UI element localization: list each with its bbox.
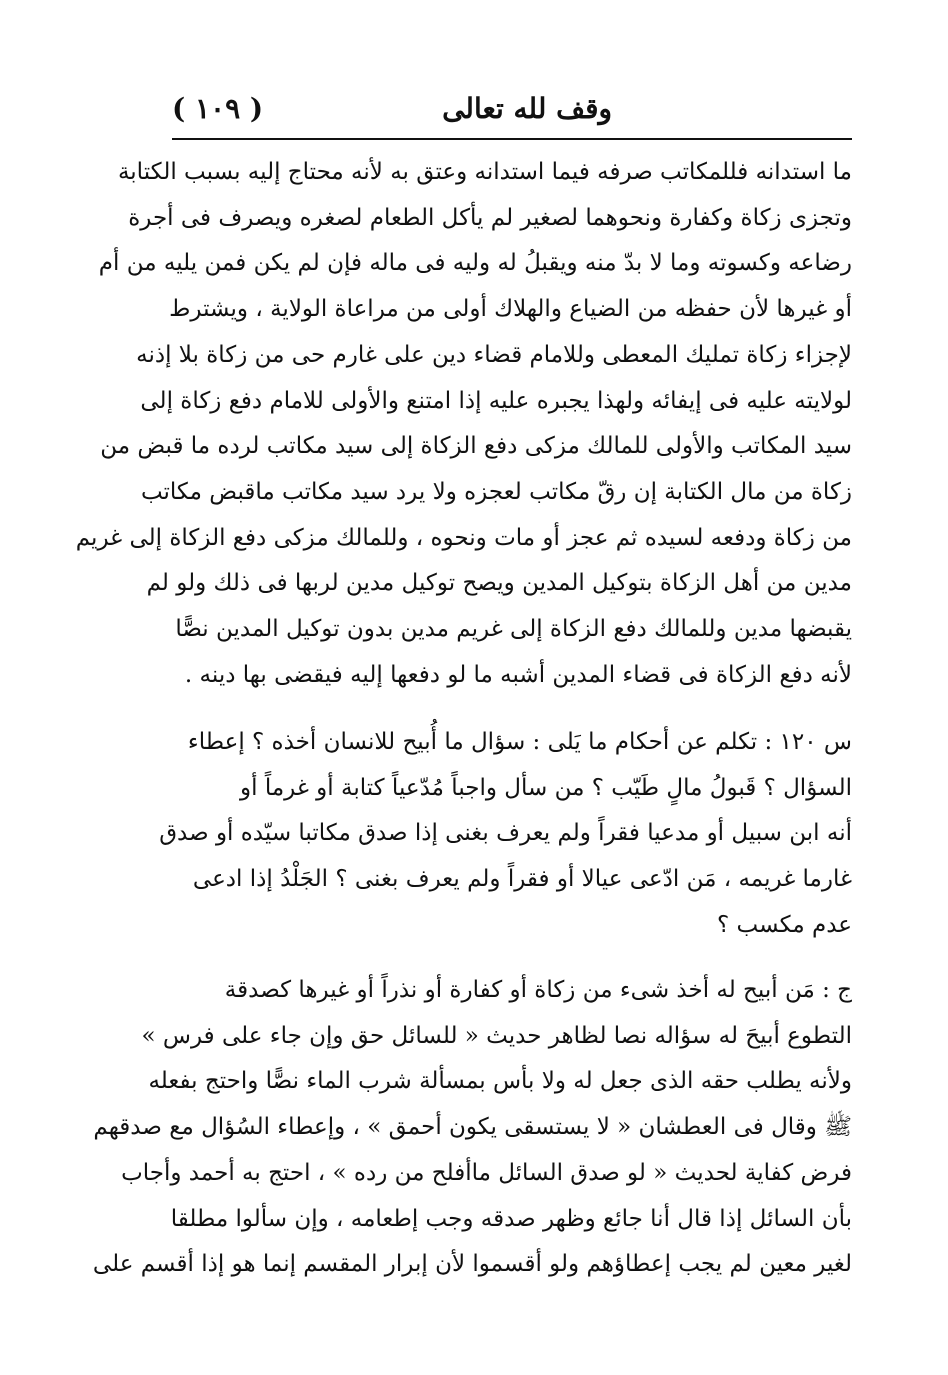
text-line: بأن السائل إذا قال أنا جائع وظهر صدقه وجب إطعامه ، وإن سألوا مطلقا bbox=[170, 1205, 852, 1232]
header-rule bbox=[172, 138, 852, 140]
text-line: لأنه دفع الزكاة فى قضاء المدين أشبه ما لو دفعها إليه فيقضى بها دينه . bbox=[184, 661, 852, 688]
text-line: ج : مَن أبيح له أخذ شىء من زكاة أو كفارة أو نذراً أو غيرها كصدقة bbox=[224, 977, 852, 1003]
text-line: ما استدانه فللمكاتب صرفه فيما استدانه وعتق به لأنه محتاج إليه بسبب الكتابة bbox=[117, 159, 852, 185]
page-header bbox=[172, 88, 852, 132]
page-number: ( ١٠٩ ) bbox=[172, 92, 264, 125]
text-line: لغير معين لم يجب إعطاؤهم ولو أقسموا لأن إبرار المقسم إنما هو إذا أقسم على bbox=[92, 1251, 852, 1278]
text-line: ولأنه يطلب حقه الذى جعل له ولا بأس بمسألة شرب الماء نصًّا واحتج بفعله bbox=[148, 1068, 852, 1095]
text-line: يقبضها مدين وللمالك دفع الزكاة إلى غريم مدين بدون توكيل المدين نصًّا bbox=[175, 616, 852, 643]
text-line: فرض كفاية لحديث « لو صدق السائل ماأفلح من رده » ، احتج به أحمد وأجاب bbox=[121, 1159, 852, 1186]
text-line: مدين من أهل الزكاة بتوكيل المدين ويصح توكيل مدين لربها فى ذلك ولو لم bbox=[146, 570, 852, 597]
text-line: من زكاة ودفعه لسيده ثم عجز أو مات ونحوه ، وللمالك مزكى دفع الزكاة إلى غريم bbox=[75, 524, 852, 551]
question-120 bbox=[159, 720, 852, 949]
text-line: لولايته عليه فى إيفائه ولهذا يجبره عليه إذا امتنع والأولى للامام دفع زكاة إلى bbox=[140, 387, 852, 414]
text-line: ﷺ وقال فى العطشان « لا يستسقى يكون أحمق » ، وإعطاء السُؤال مع صدقهم bbox=[93, 1114, 852, 1141]
running-title: وقف لله تعالى bbox=[442, 92, 612, 125]
text-line: وتجزى زكاة وكفارة ونحوهما لصغير لم يأكل الطعام لصغره ويصرف فى أجرة bbox=[128, 204, 852, 231]
text-line: زكاة من مال الكتابة إن رقّ مكاتب لعجزه ولا يرد سيد مكاتب ماقبض مكاتب bbox=[140, 478, 852, 505]
text-line: أو غيرها لأن حفظه من الضياع والهلاك أولى من مراعاة الولاية ، ويشترط bbox=[169, 296, 852, 323]
answer-120 bbox=[92, 968, 852, 1288]
text-line: س ١٢٠ : تكلم عن أحكام ما يَلى : سؤال ما أُبيح للانسان أخذه ؟ إعطاء bbox=[187, 729, 852, 755]
text-line: أنه ابن سبيل أو مدعيا فقراً ولم يعرف بغنى إذا صدق مكاتبا سيّده أو صدق bbox=[159, 820, 852, 847]
text-line: التطوع أبيحَ له سؤاله نصا لظاهر حديث « للسائل حق وإن جاء على فرس » bbox=[141, 1022, 852, 1049]
text-line: لإجزاء زكاة تمليك المعطى وللامام قضاء دين على غارم حى من زكاة بلا إذنه bbox=[136, 341, 852, 368]
text-line: سيد المكاتب والأولى للمالك مزكى دفع الزكاة إلى سيد مكاتب لرده ما قبض من bbox=[100, 433, 852, 460]
text-line: غارما غريمه ، مَن ادّعى عيالا أو فقراً ولم يعرف بغنى ؟ الجَلْدُ إذا ادعى bbox=[192, 866, 852, 893]
text-line: رضاعه وكسوته وما لا بدّ منه ويقبلُ له وليه فى ماله فإن لم يكن فمن يليه من أم bbox=[98, 250, 852, 277]
text-line: السؤال ؟ قَبولُ مالٍ طَيّب ؟ من سأل واجباً مُدّعياً كتابة أو غرماً أو bbox=[240, 774, 852, 801]
paragraph-zakat-rules bbox=[75, 150, 852, 698]
text-line: عدم مكسب ؟ bbox=[717, 911, 852, 938]
